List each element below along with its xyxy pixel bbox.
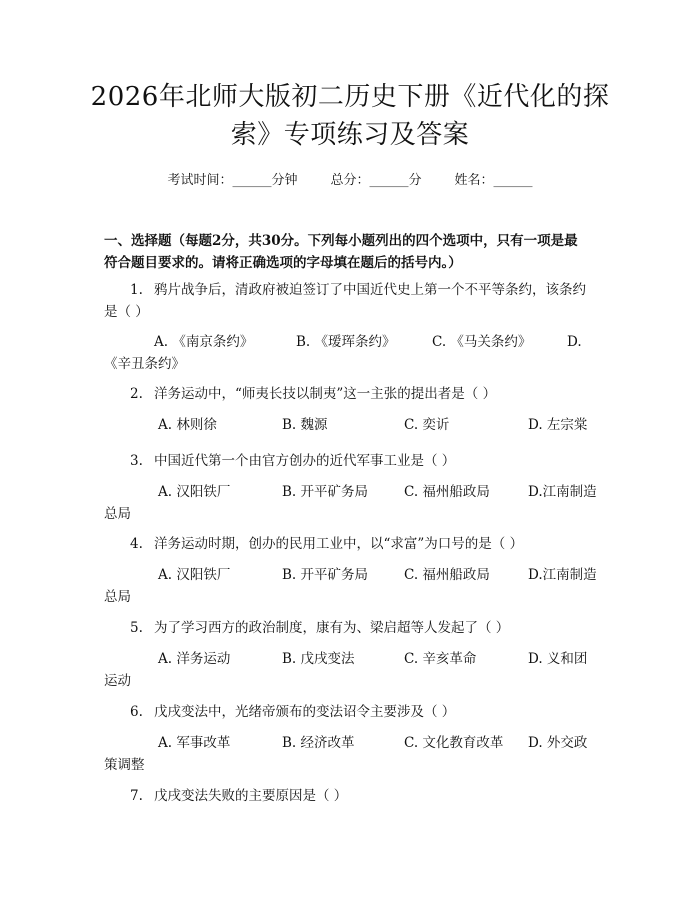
- question-number: 3.: [130, 453, 143, 469]
- option-c: C. 福州船政局: [404, 567, 490, 583]
- exam-meta: 考试时间：______分钟 总分：______分 姓名：______: [167, 173, 533, 188]
- option-b: B. 开平矿务局: [282, 567, 369, 583]
- option-a: A. 汉阳铁厂: [158, 567, 231, 583]
- document-title: [90, 78, 610, 154]
- question-text: 洋务运动中，“师夷长技以制夷”这一主张的提出者是（ ）: [154, 386, 497, 402]
- question-1: [104, 279, 604, 323]
- question-number: 7.: [130, 788, 143, 804]
- question-number: 2.: [130, 386, 143, 402]
- option-b: B. 《瑷珲条约》: [296, 334, 396, 350]
- option-c: C. 《马关条约》: [432, 334, 532, 350]
- option-c: C. 文化教育改革: [404, 735, 504, 751]
- section-heading-line-1: 一、选择题（每题2分，共30分。下列每小题列出的四个选项中，只有一项是最: [104, 233, 578, 249]
- question-text-continued: 是（ ）: [104, 304, 149, 320]
- question-text: 洋务运动时期，创办的民用工业中，以“求富”为口号的是（ ）: [154, 536, 524, 552]
- question-4: [104, 533, 604, 555]
- option-d-continued: 运动: [104, 673, 131, 689]
- option-d-continued: 策调整: [104, 757, 145, 773]
- option-c: C. 奕䜣: [404, 417, 450, 433]
- option-b: B. 经济改革: [282, 735, 355, 751]
- question-text: 鸦片战争后，清政府被迫签订了中国近代史上第一个不平等条约，该条约: [154, 282, 586, 298]
- option-a: A. 汉阳铁厂: [158, 484, 231, 500]
- question-text: 为了学习西方的政治制度，康有为、梁启超等人发起了（ ）: [154, 620, 510, 636]
- question-7: [104, 785, 604, 807]
- option-d: D. 义和团: [528, 651, 588, 667]
- question-6: [104, 701, 604, 723]
- option-c: C. 辛亥革命: [404, 651, 477, 667]
- option-d-continued: 《辛丑条约》: [104, 356, 185, 372]
- option-d-continued: 总局: [104, 506, 131, 522]
- question-text: 戊戌变法中，光绪帝颁布的变法诏令主要涉及（ ）: [154, 704, 456, 720]
- question-number: 5.: [130, 620, 143, 636]
- question-number: 1.: [130, 282, 143, 298]
- option-d: D.江南制造: [528, 484, 597, 500]
- option-a: A. 《南京条约》: [154, 334, 254, 350]
- option-c: C. 福州船政局: [404, 484, 490, 500]
- question-2: [104, 383, 604, 405]
- option-d-continued: 总局: [104, 589, 131, 605]
- option-d: D. 左宗棠: [528, 417, 588, 433]
- option-a: A. 军事改革: [158, 735, 231, 751]
- option-b: B. 开平矿务局: [282, 484, 369, 500]
- question-text: 中国近代第一个由官方创办的近代军事工业是（ ）: [154, 453, 456, 469]
- option-a: A. 林则徐: [158, 417, 217, 433]
- title-line-2: 索》专项练习及答案: [230, 120, 470, 150]
- section-heading: [104, 230, 604, 274]
- title-line-1: 2026年北师大版初二历史下册《近代化的探: [90, 82, 610, 112]
- question-5: [104, 617, 604, 639]
- question-number: 6.: [130, 704, 143, 720]
- section-heading-line-2: 符合题目要求的。请将正确选项的字母填在题后的括号内。）: [104, 255, 462, 271]
- option-d: D.: [567, 334, 582, 350]
- option-d: D.江南制造: [528, 567, 597, 583]
- question-number: 4.: [130, 536, 143, 552]
- option-b: B. 魏源: [282, 417, 328, 433]
- question-3: [104, 450, 604, 472]
- option-b: B. 戊戌变法: [282, 651, 355, 667]
- option-d: D. 外交政: [528, 735, 588, 751]
- option-a: A. 洋务运动: [158, 651, 231, 667]
- question-text: 戊戌变法失败的主要原因是（ ）: [154, 788, 348, 804]
